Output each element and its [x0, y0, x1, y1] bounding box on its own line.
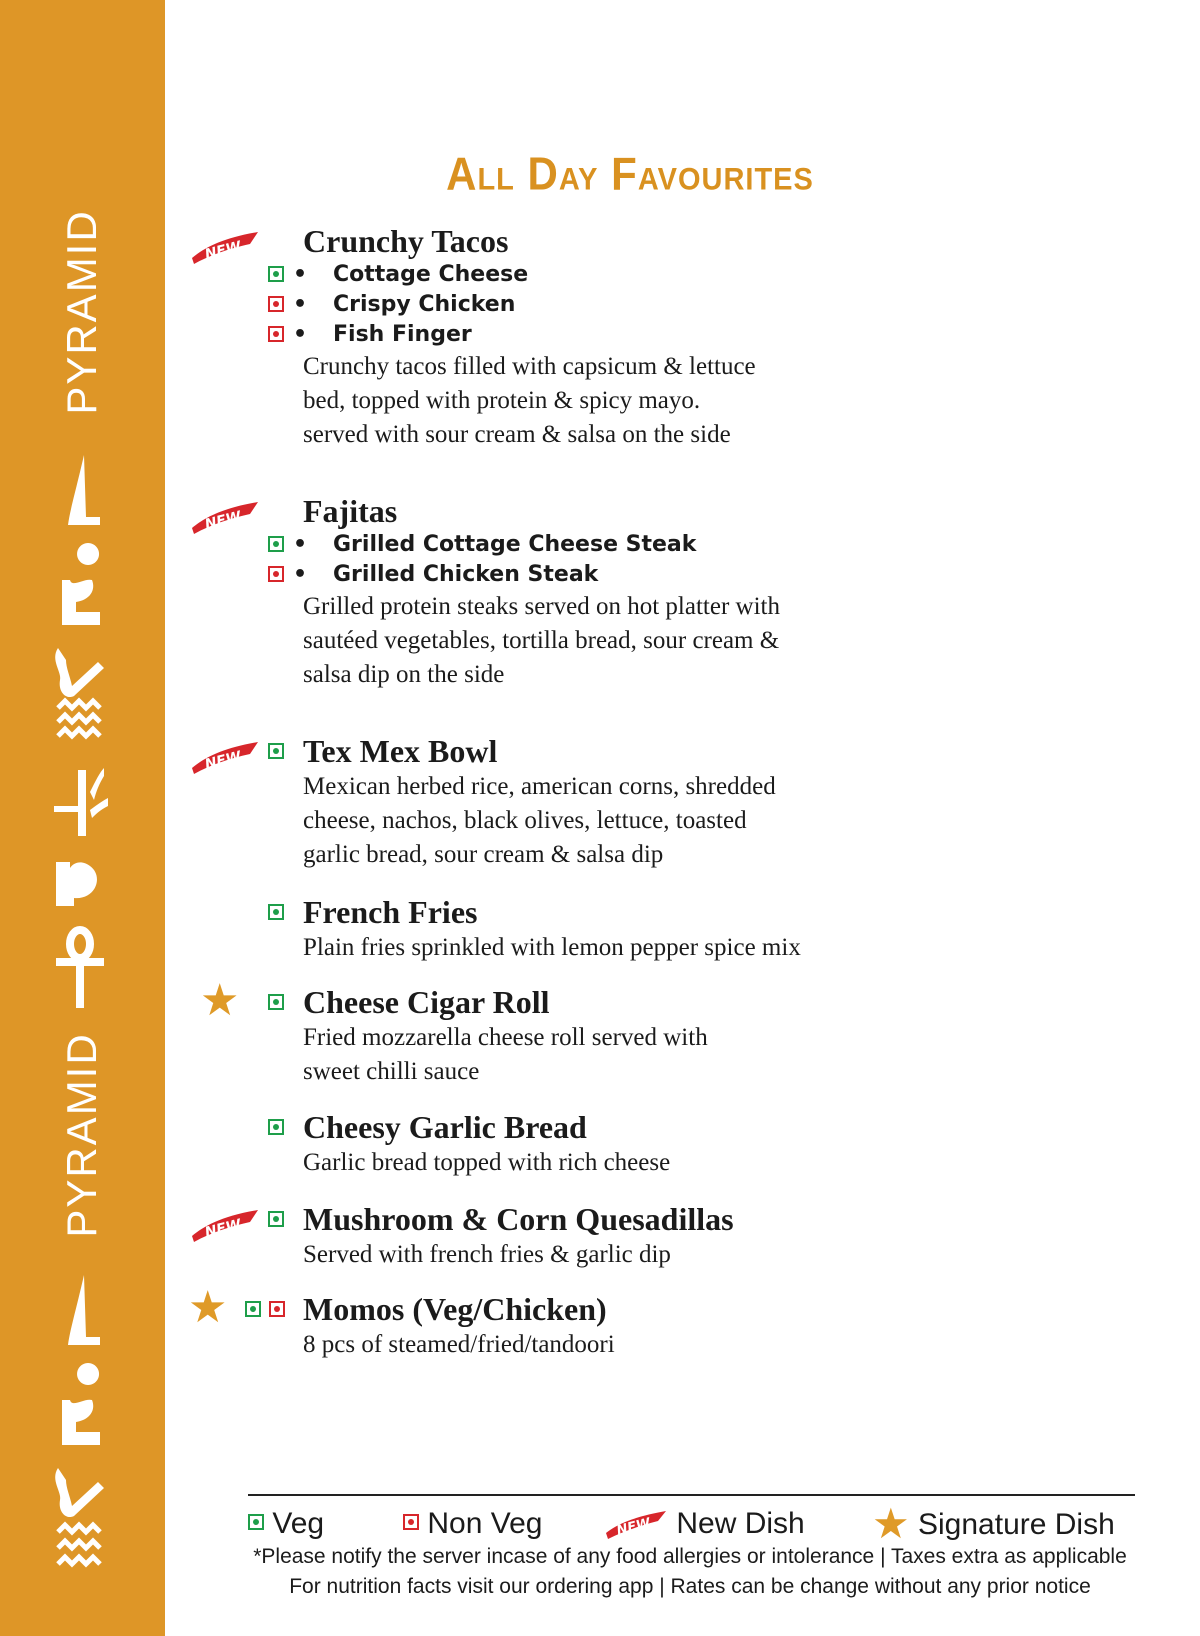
- veg-mark-icon: [268, 1211, 284, 1227]
- new-badge-icon: [190, 738, 260, 774]
- variant-label: Grilled Chicken Steak: [333, 562, 599, 587]
- footer-divider: [248, 1494, 1135, 1496]
- svg-text:NEW: NEW: [203, 508, 243, 534]
- nutrition-note: For nutrition facts visit our ordering app | Rates can be change without any prior notice: [289, 1575, 1091, 1598]
- new-badge-icon: [190, 228, 260, 264]
- item-description-line: Plain fries sprinkled with lemon pepper spice mix: [303, 934, 801, 961]
- veg-mark-icon: [245, 1301, 261, 1317]
- svg-text:NEW: NEW: [203, 1216, 243, 1242]
- water-glyph-icon: [58, 701, 100, 736]
- bullet-icon: •: [293, 532, 308, 557]
- item-name: French Fries: [303, 894, 478, 930]
- legend-signature-label: Signature Dish: [918, 1508, 1115, 1541]
- item-description-line: Mexican herbed rice, american corns, shredded: [303, 773, 776, 800]
- menu-item: [190, 1200, 1010, 1272]
- item-description-line: sweet chilli sauce: [303, 1058, 480, 1085]
- bullet-icon: •: [293, 262, 308, 287]
- svg-text:NEW: NEW: [203, 748, 243, 774]
- variant-label: Crispy Chicken: [333, 292, 516, 317]
- menu-item: [190, 893, 1010, 965]
- nonveg-mark-icon: [268, 326, 284, 342]
- item-description-line: Grilled protein steaks served on hot platter with: [303, 593, 780, 620]
- bullet-icon: •: [293, 562, 308, 587]
- legend-new: [602, 1504, 805, 1544]
- nonveg-mark-icon: [269, 1301, 285, 1317]
- item-name: Mushroom & Corn Quesadillas: [303, 1201, 734, 1237]
- new-badge-icon: [190, 1206, 260, 1242]
- brand-text-top: PYRAMID: [58, 209, 105, 415]
- new-badge-icon: [190, 498, 260, 534]
- bullet-icon: •: [293, 322, 308, 347]
- nonveg-mark-icon: [403, 1514, 419, 1530]
- allergy-note: *Please notify the server incase of any food allergies or intolerance | Taxes extra as applicable: [253, 1545, 1127, 1568]
- menu-item: [190, 492, 1010, 692]
- menu-item: [190, 222, 1010, 452]
- item-description-line: sautéed vegetables, tortilla bread, sour cream &: [303, 627, 780, 654]
- item-name: Tex Mex Bowl: [303, 733, 498, 769]
- veg-mark-icon: [268, 536, 284, 552]
- signature-star-icon: ★: [200, 975, 240, 1026]
- brand-text-bottom: PYRAMID: [58, 1032, 105, 1238]
- variant-label: Fish Finger: [333, 322, 472, 347]
- menu-item: [190, 1108, 1010, 1180]
- legend-veg-label: Veg: [272, 1507, 325, 1540]
- item-name: Fajitas: [303, 493, 398, 529]
- reed-glyph-icon: [54, 768, 108, 836]
- variant-label: Grilled Cottage Cheese Steak: [333, 532, 697, 557]
- feather-glyph-icon: [68, 455, 100, 525]
- item-name: Momos (Veg/Chicken): [303, 1291, 607, 1327]
- item-description-line: bed, topped with protein & spicy mayo.: [303, 387, 701, 414]
- feather-glyph-icon: [68, 1275, 100, 1345]
- item-description-line: Fried mozzarella cheese roll served with: [303, 1024, 708, 1051]
- item-description-line: salsa dip on the side: [303, 661, 505, 688]
- variant-row: [268, 290, 1010, 320]
- signature-star-icon: ★: [188, 1282, 228, 1333]
- menu-item: [190, 975, 1010, 1089]
- legend-new-label: New Dish: [676, 1507, 805, 1540]
- cobra-glyph-icon: [55, 1468, 104, 1517]
- star-icon: ★: [872, 1499, 910, 1548]
- hieroglyph-decoration: [0, 0, 165, 1636]
- item-description-line: Served with french fries & garlic dip: [303, 1241, 671, 1268]
- variant-label: Cottage Cheese: [333, 262, 529, 287]
- item-name: Cheesy Garlic Bread: [303, 1109, 587, 1145]
- legend-nonveg-label: Non Veg: [427, 1507, 543, 1540]
- item-description-line: Garlic bread topped with rich cheese: [303, 1149, 671, 1176]
- variant-row: [268, 530, 1010, 560]
- veg-mark-icon: [248, 1514, 264, 1530]
- nonveg-mark-icon: [268, 296, 284, 312]
- legend-veg: [248, 1504, 324, 1544]
- veg-mark-icon: [268, 904, 284, 920]
- ankh-glyph-icon: [56, 930, 104, 1008]
- svg-text:NEW: NEW: [615, 1515, 652, 1539]
- variant-row: [268, 260, 1010, 290]
- variant-row: [268, 320, 1010, 350]
- veg-mark-icon: [268, 994, 284, 1010]
- legend-signature: [872, 1499, 1115, 1548]
- seated-figure-glyph-icon: [62, 543, 100, 625]
- water-glyph-icon: [58, 1525, 100, 1564]
- legend-nonveg: [403, 1504, 542, 1544]
- section-title: All Day Favourites: [446, 147, 814, 200]
- cobra-glyph-icon: [55, 648, 104, 697]
- sidebar-band: [0, 0, 165, 1636]
- item-description-line: cheese, nachos, black olives, lettuce, toasted: [303, 807, 747, 834]
- new-badge-icon: [602, 1507, 668, 1539]
- item-name: Crunchy Tacos: [303, 223, 509, 259]
- item-description-line: Crunchy tacos filled with capsicum & lettuce: [303, 353, 756, 380]
- veg-mark-icon: [268, 743, 284, 759]
- svg-text:NEW: NEW: [203, 238, 243, 264]
- item-description-line: served with sour cream & salsa on the side: [303, 421, 731, 448]
- seated-figure-glyph-icon: [62, 1363, 100, 1445]
- veg-mark-icon: [268, 1119, 284, 1135]
- item-description-line: 8 pcs of steamed/fried/tandoori: [303, 1331, 615, 1358]
- bread-glyph-icon: [56, 862, 97, 906]
- menu-item: [190, 732, 1010, 872]
- bullet-icon: •: [293, 292, 308, 317]
- item-description-line: garlic bread, sour cream & salsa dip: [303, 841, 664, 868]
- veg-mark-icon: [268, 266, 284, 282]
- item-name: Cheese Cigar Roll: [303, 984, 550, 1020]
- variant-row: [268, 560, 1010, 590]
- menu-item: [188, 1282, 1010, 1362]
- nonveg-mark-icon: [268, 566, 284, 582]
